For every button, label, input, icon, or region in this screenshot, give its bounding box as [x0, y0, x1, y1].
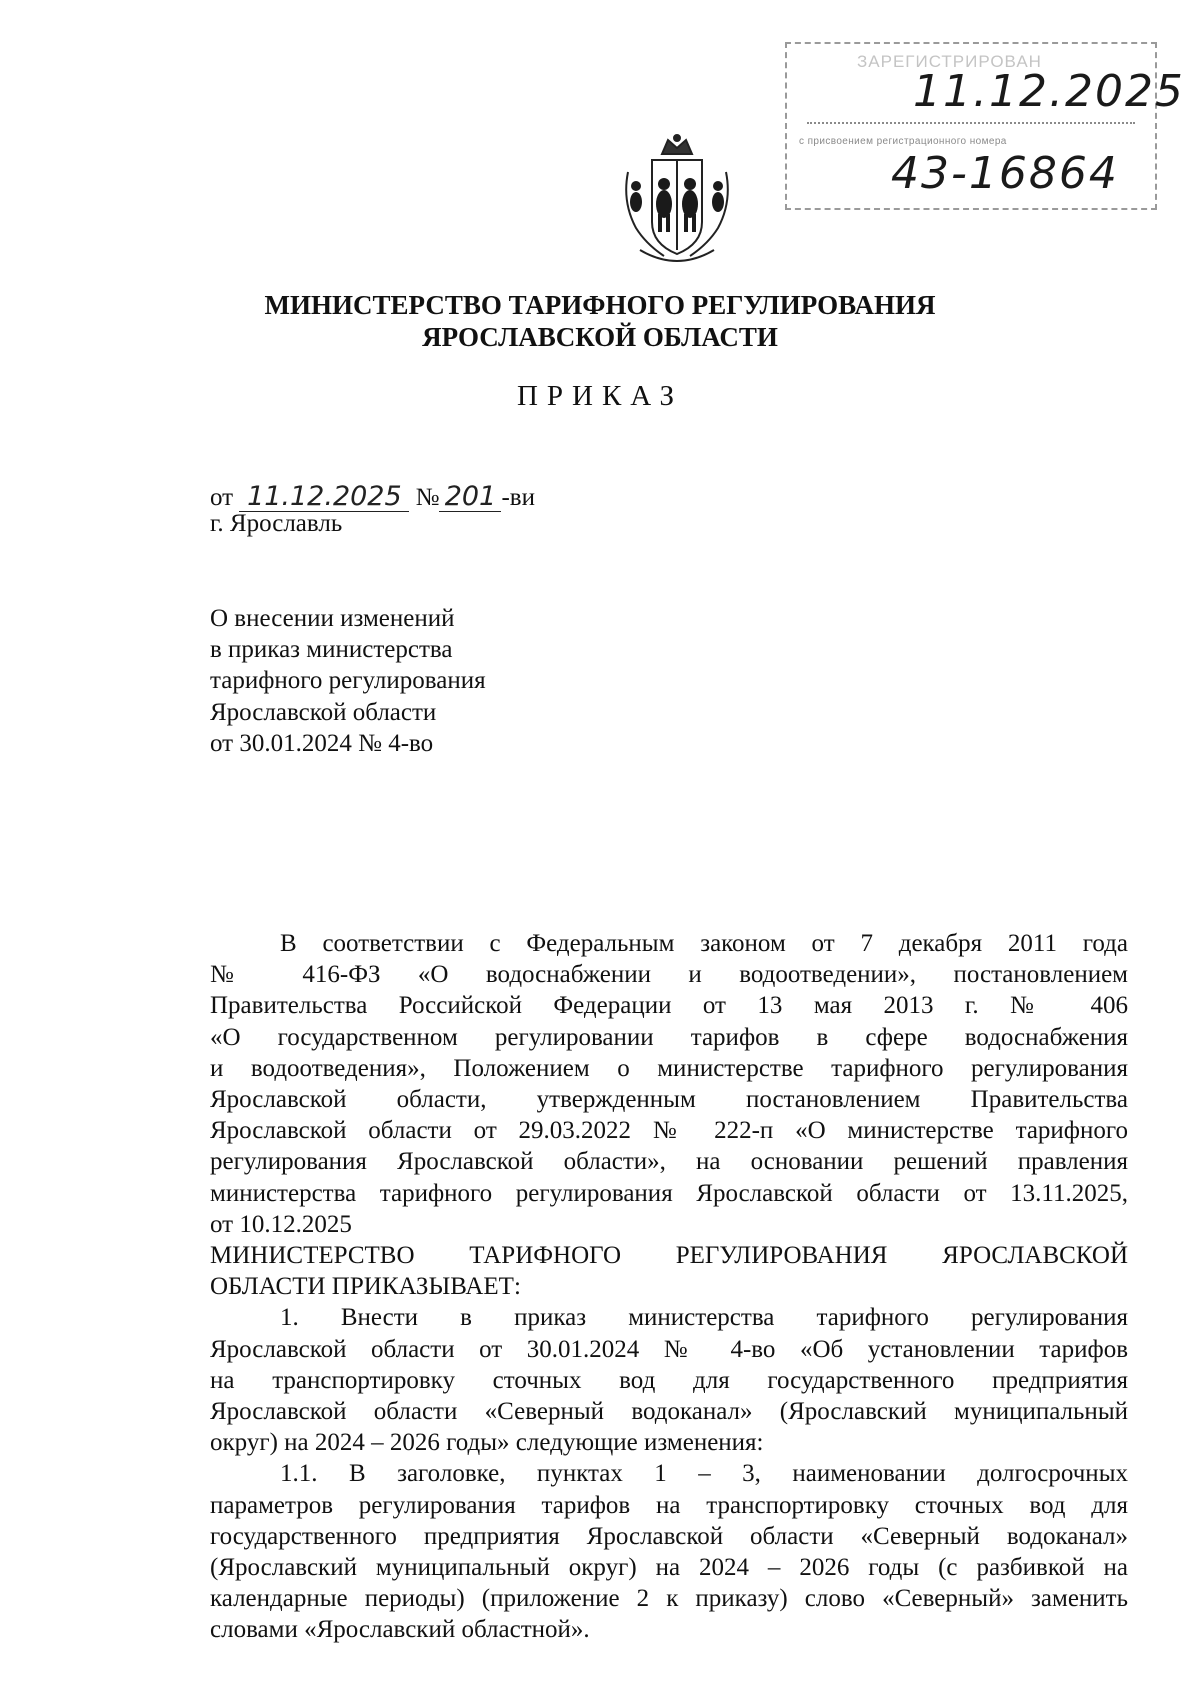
order-number: 201: [439, 483, 501, 512]
stamp-divider: [807, 122, 1135, 124]
body-line: Ярославской области, утвержденным постановлением Правительства: [210, 1086, 1128, 1114]
body-line: № 416-ФЗ «О водоснабжении и водоотведении», постановлением: [210, 961, 1128, 989]
subject-line: от 30.01.2024 № 4-во: [210, 729, 434, 757]
city: г. Ярославль: [210, 510, 343, 537]
body-line: Ярославской области от 29.03.2022 № 222-п «О министерстве тарифного: [210, 1117, 1128, 1145]
coat-of-arms-icon: [618, 132, 736, 272]
ministry-name-line-1: МИНИСТЕРСТВО ТАРИФНОГО РЕГУЛИРОВАНИЯ: [264, 290, 936, 320]
subject-line: О внесении изменений: [210, 605, 455, 632]
body-line: и водоотведения», Положением о министерстве тарифного регулирования: [210, 1054, 1128, 1082]
stamp-title: ЗАРЕГИСТРИРОВАН: [857, 52, 1042, 71]
body-line: от 10.12.2025: [210, 1210, 352, 1238]
body-line: Ярославской области от 30.01.2024 № 4-во «Об установлении тарифов: [210, 1335, 1128, 1363]
body-line: календарные периоды) (приложение 2 к приказу) слово «Северный» заменить: [210, 1585, 1128, 1613]
registration-stamp: [785, 42, 1185, 210]
subject-line: тарифного регулирования: [210, 667, 486, 695]
number-label: №: [415, 484, 440, 511]
body-line: «О государственном регулировании тарифов в сфере водоснабжения: [210, 1023, 1128, 1051]
from-label: от: [210, 484, 234, 511]
body-line: министерства тарифного регулирования Ярославской области от 13.11.2025,: [210, 1179, 1128, 1207]
stamp-date: 11.12.2025: [913, 66, 1185, 117]
body-line: параметров регулирования тарифов на транспортировку сточных вод для: [210, 1491, 1128, 1519]
stamp-number: 43-16864: [891, 148, 1119, 199]
order-number-suffix: -ви: [501, 484, 535, 511]
subject-line: Ярославской области: [210, 698, 437, 726]
body-line: Правительства Российской Федерации от 13 мая 2013 г. № 406: [210, 992, 1128, 1020]
ministry-name-line-2: ЯРОСЛАВСКОЙ ОБЛАСТИ: [422, 322, 778, 352]
body-line: В соответствии с Федеральным законом от 7 декабря 2011 года: [280, 930, 1128, 957]
body-line: ОБЛАСТИ ПРИКАЗЫВАЕТ:: [210, 1273, 521, 1301]
body-line: (Ярославский муниципальный округ) на 2024 – 2026 годы (с разбивкой на: [210, 1554, 1128, 1582]
order-body: [210, 928, 1128, 1646]
subject-line: в приказ министерства: [210, 636, 453, 664]
document-type: ПРИКАЗ: [516, 380, 684, 412]
body-line: государственного предприятия Ярославской области «Северный водоканал»: [210, 1522, 1128, 1550]
order-date: 11.12.2025: [239, 483, 409, 512]
body-line: Ярославской области «Северный водоканал» (Ярославский муниципальный: [210, 1398, 1128, 1426]
body-line: регулирования Ярославской области», на основании решений правления: [210, 1148, 1128, 1176]
body-line: словами «Ярославский областной».: [210, 1616, 590, 1644]
body-line: 1. Внести в приказ министерства тарифного регулирования: [280, 1304, 1128, 1332]
stamp-caption: с присвоением регистрационного номера: [799, 136, 1007, 147]
order-subject: [210, 603, 486, 759]
body-line: на транспортировку сточных вод для государственного предприятия: [210, 1366, 1128, 1394]
body-line: округ) на 2024 – 2026 годы» следующие изменения:: [210, 1429, 764, 1457]
body-line: 1.1. В заголовке, пунктах 1 – 3, наименовании долгосрочных: [280, 1460, 1128, 1488]
body-line: МИНИСТЕРСТВО ТАРИФНОГО РЕГУЛИРОВАНИЯ ЯРОСЛАВСКОЙ: [210, 1242, 1128, 1270]
